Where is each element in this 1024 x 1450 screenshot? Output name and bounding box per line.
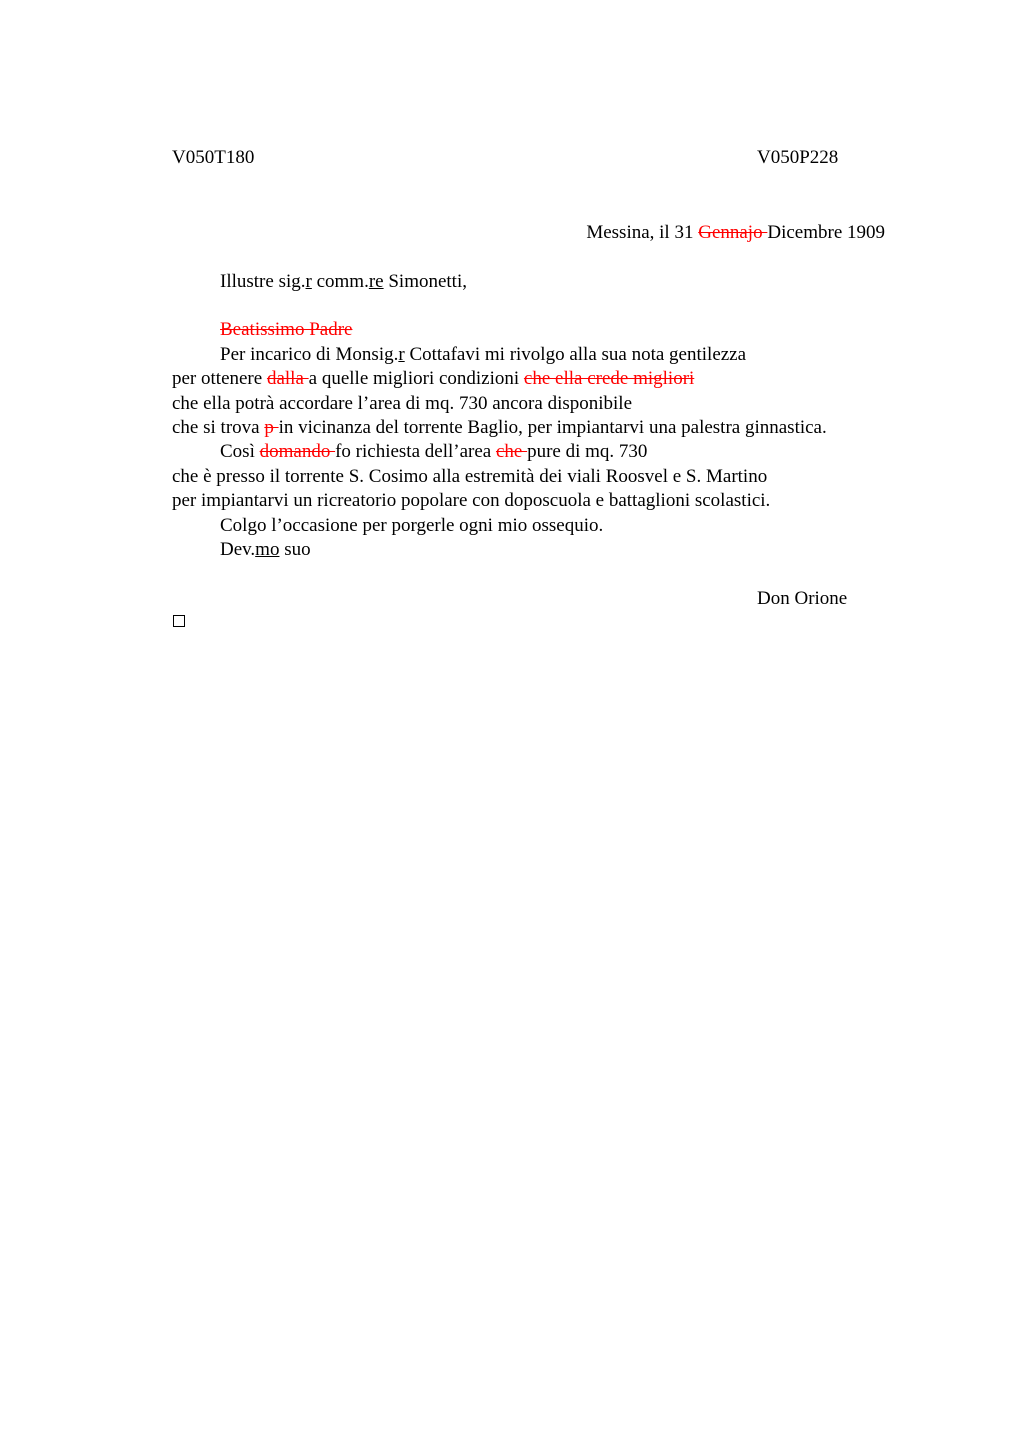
signature: Don Orione — [757, 588, 848, 609]
body-line-8: Colgo l’occasione per porgerle ogni mio ossequio. — [220, 515, 604, 536]
closing-text: suo — [279, 539, 311, 560]
salutation-abbrev: r — [305, 271, 312, 292]
deleted-text: domando — [259, 441, 336, 462]
body-line-7: per impiantarvi un ricreatorio popolare con doposcuola e battaglioni scolastici. — [172, 490, 771, 511]
body-line-3: che ella potrà accordare l’area di mq. 730 ancora disponibile — [172, 393, 633, 414]
body-text: in vicinanza del torrente Baglio, per impiantarvi una palestra ginnastica. — [278, 417, 827, 438]
deleted-text: p — [264, 417, 279, 438]
salutation-text: comm. — [311, 271, 369, 292]
salutation — [220, 270, 467, 294]
body-text: Così — [220, 441, 260, 462]
salutation-text: Illustre sig. — [220, 271, 306, 292]
body-line-2 — [172, 367, 694, 391]
body-line-5 — [220, 440, 647, 464]
body-text: per ottenere — [172, 368, 267, 389]
date-prefix: Messina, il 31 — [586, 222, 699, 243]
body-text: Cottafavi mi rivolgo alla sua nota gentilezza — [404, 344, 747, 365]
document-code-right: V050P228 — [757, 147, 839, 168]
body-text: che si trova — [172, 417, 265, 438]
body-abbrev: r — [398, 344, 405, 365]
salutation-text: Simonetti, — [383, 271, 467, 292]
deleted-text: che ella crede migliori — [523, 368, 695, 389]
closing-abbrev: mo — [255, 539, 280, 560]
body-text: pure di mq. 730 — [527, 441, 648, 462]
body-line-4 — [172, 416, 827, 440]
date-line — [586, 221, 885, 245]
body-text: fo richiesta dell’area — [335, 441, 496, 462]
deleted-text: dalla — [266, 368, 309, 389]
deleted-text: che — [495, 441, 528, 462]
body-text: Per incarico di Monsig. — [220, 344, 399, 365]
date-deleted-text: Gennajo — [698, 222, 768, 243]
body-text: a quelle migliori condizioni — [308, 368, 524, 389]
closing-text: Dev. — [220, 539, 256, 560]
closing — [220, 538, 311, 562]
document-code-left: V050T180 — [172, 147, 255, 168]
deleted-salutation: Beatissimo Padre — [220, 319, 353, 340]
body-line-6: che è presso il torrente S. Cosimo alla estremità dei viali Roosvel e S. Martino — [172, 466, 768, 487]
body-line-1 — [220, 343, 746, 367]
empty-square-icon — [173, 615, 185, 627]
date-suffix: Dicembre 1909 — [767, 222, 885, 243]
salutation-abbrev: re — [368, 271, 384, 292]
